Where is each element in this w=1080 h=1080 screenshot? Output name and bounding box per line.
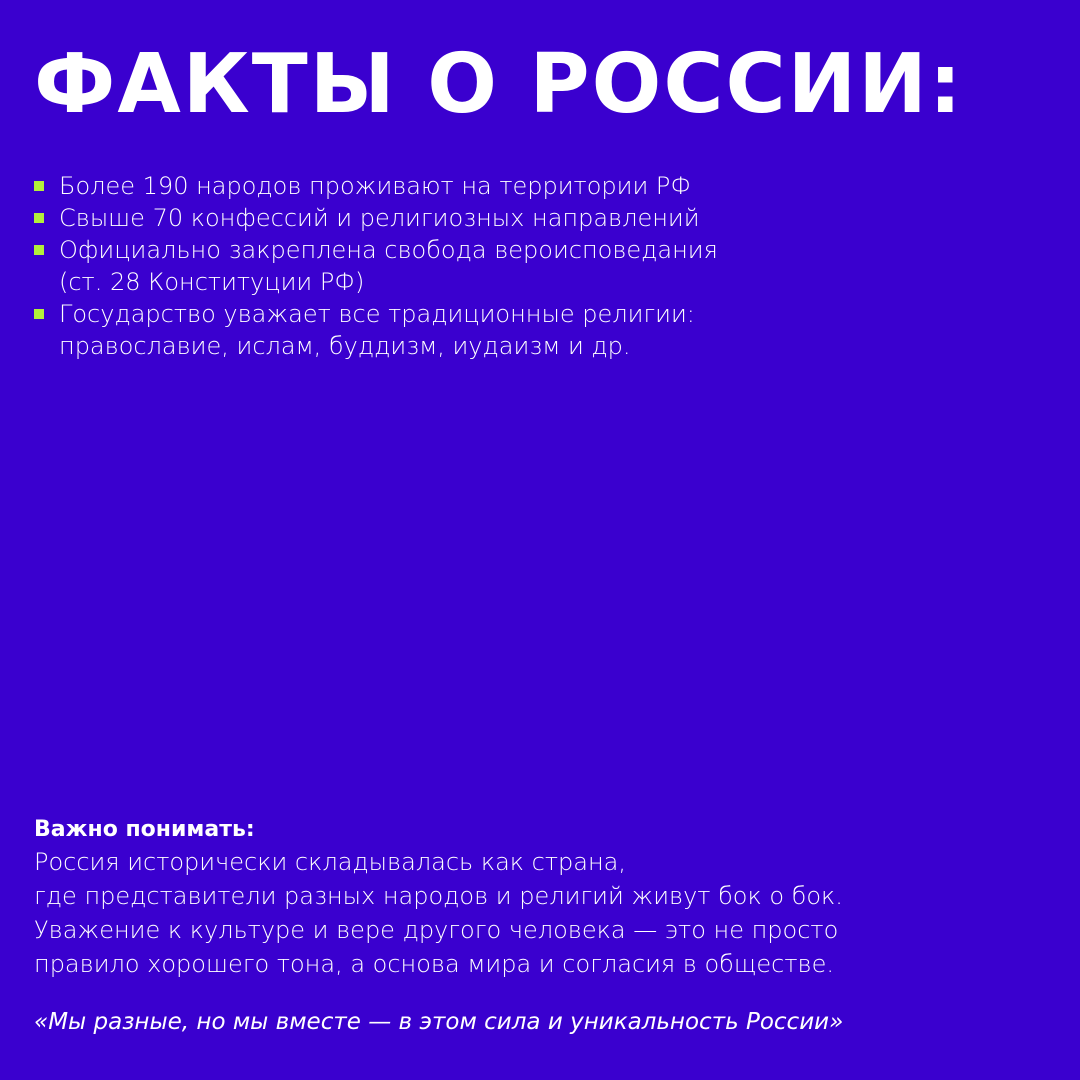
important-heading: Важно понимать: <box>34 817 255 842</box>
fact-item <box>34 170 1034 202</box>
fact-text: Официально закреплена свобода вероисповедания <box>59 236 718 264</box>
square-bullet-icon <box>34 245 44 255</box>
fact-text: православие, ислам, буддизм, иудаизм и др. <box>59 332 631 360</box>
square-bullet-icon <box>34 213 44 223</box>
important-section <box>34 815 1044 981</box>
important-text: правило хорошего тона, а основа мира и согласия в обществе. <box>34 950 834 978</box>
fact-item <box>34 234 1034 298</box>
fact-text: Государство уважает все традиционные религии: <box>59 300 695 328</box>
page-title: ФАКТЫ О РОССИИ: <box>34 37 964 132</box>
important-text: где представители разных народов и религий живут бок о бок. <box>34 882 843 910</box>
closing-quote: «Мы разные, но мы вместе — в этом сила и уникальность России» <box>34 1009 844 1035</box>
fact-item <box>34 202 1034 234</box>
fact-item <box>34 298 1034 362</box>
fact-text: Более 190 народов проживают на территории РФ <box>59 172 692 200</box>
important-text: Россия исторически складывалась как страна, <box>34 848 626 876</box>
fact-text: (ст. 28 Конституции РФ) <box>59 268 365 296</box>
square-bullet-icon <box>34 181 44 191</box>
fact-text: Свыше 70 конфессий и религиозных направлений <box>59 204 700 232</box>
square-bullet-icon <box>34 309 44 319</box>
facts-list <box>34 170 1034 362</box>
important-text: Уважение к культуре и вере другого человека — это не просто <box>34 916 839 944</box>
